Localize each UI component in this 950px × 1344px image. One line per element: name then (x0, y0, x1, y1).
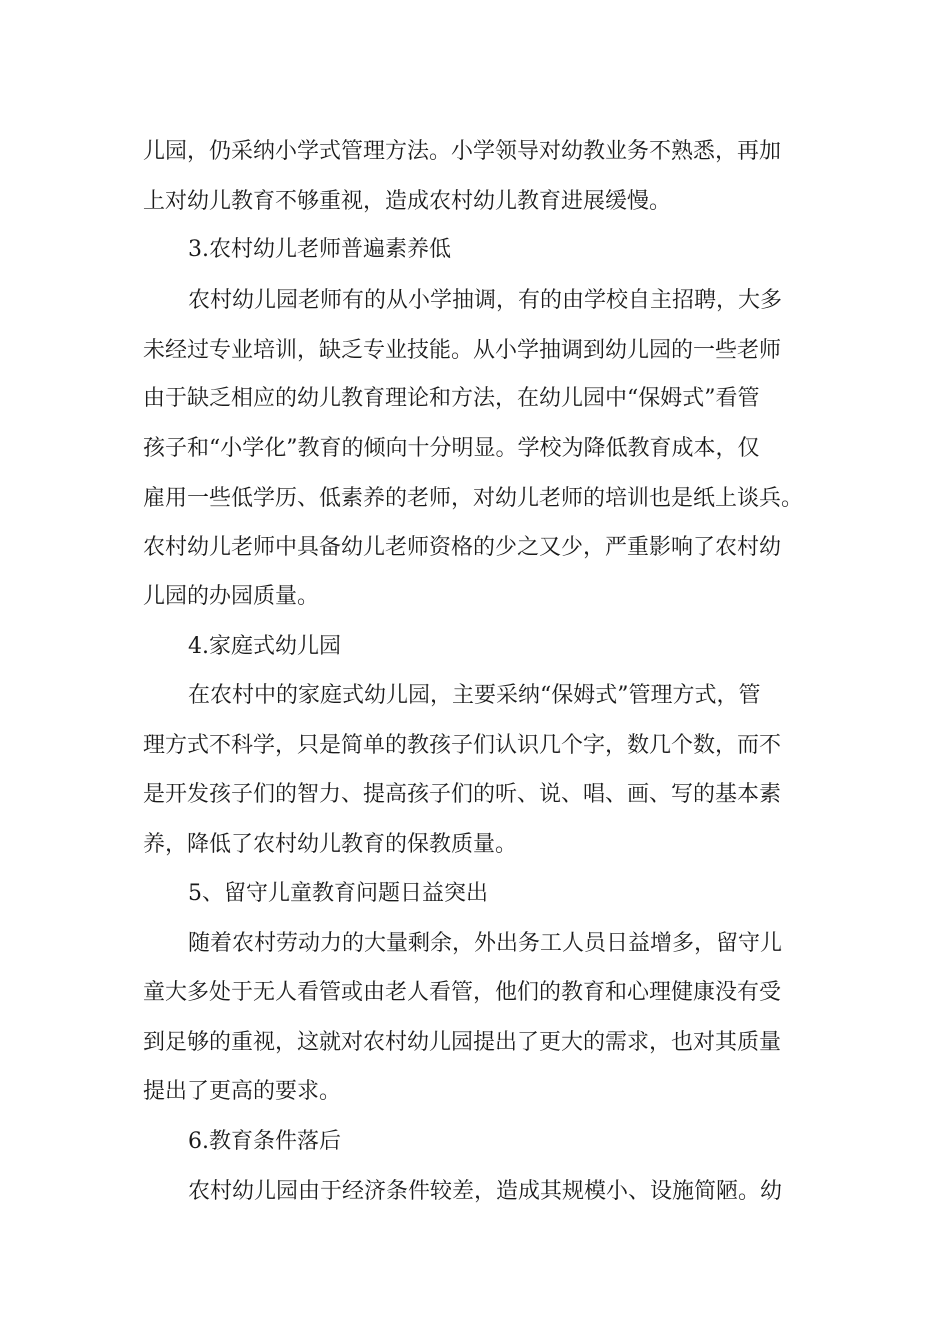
section-heading: 5、留守儿童教育问题日益突出 (188, 881, 488, 906)
body-text-line: 农村幼儿园由于经济条件较差，造成其规模小、设施简陋。幼 (188, 1179, 783, 1204)
body-text-line: 童大多处于无人看管或由老人看管，他们的教育和心理健康没有受 (143, 980, 782, 1005)
body-text-line: 未经过专业培训，缺乏专业技能。从小学抽调到幼儿园的一些老师 (143, 338, 782, 363)
section-heading: 3.农村幼儿老师普遍素养低 (188, 237, 451, 262)
body-text-line: 上对幼儿教育不够重视，造成农村幼儿教育进展缓慢。 (143, 189, 672, 214)
body-text-line: 是开发孩子们的智力、提高孩子们的听、说、唱、画、写的基本素 (143, 782, 782, 807)
body-text-line: 农村幼儿园老师有的从小学抽调，有的由学校自主招聘，大多 (188, 288, 783, 313)
body-text-line: 养，降低了农村幼儿教育的保教质量。 (143, 832, 518, 857)
body-text-line: 儿园的办园质量。 (143, 584, 320, 609)
body-text-line: 由于缺乏相应的幼儿教育理论和方法，在幼儿园中“保姆式”看管 (143, 386, 760, 411)
section-heading: 6.教育条件落后 (188, 1129, 341, 1154)
body-text-line: 儿园，仍采纳小学式管理方法。小学领导对幼教业务不熟悉，再加 (143, 139, 782, 164)
body-text-line: 理方式不科学，只是简单的教孩子们认识几个字，数几个数，而不 (143, 733, 782, 758)
body-text-line: 雇用一些低学历、低素养的老师，对幼儿老师的培训也是纸上谈兵。 (143, 486, 804, 511)
body-text-line: 农村幼儿老师中具备幼儿老师资格的少之又少，严重影响了农村幼 (143, 535, 782, 560)
body-text-line: 在农村中的家庭式幼儿园，主要采纳“保姆式”管理方式，管 (188, 683, 761, 708)
body-text-line: 到足够的重视，这就对农村幼儿园提出了更大的需求，也对其质量 (143, 1030, 782, 1055)
section-heading: 4.家庭式幼儿园 (188, 634, 341, 659)
body-text-line: 提出了更高的要求。 (143, 1079, 342, 1104)
body-text-line: 随着农村劳动力的大量剩余，外出务工人员日益增多，留守儿 (188, 931, 783, 956)
body-text-line: 孩子和“小学化”教育的倾向十分明显。学校为降低教育成本，仅 (143, 436, 760, 461)
